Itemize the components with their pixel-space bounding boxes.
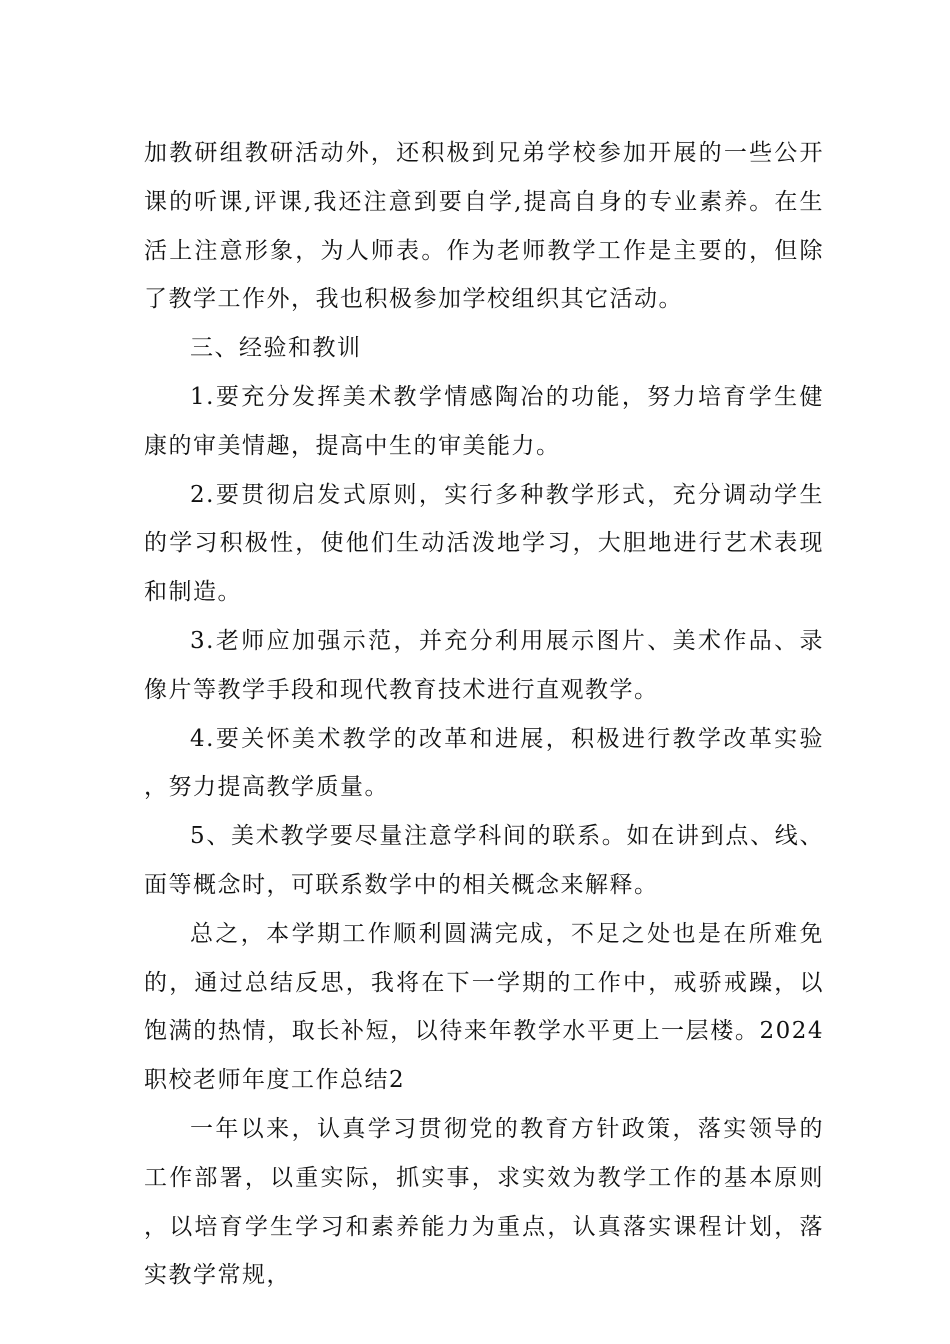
section-heading-experience: 三、经验和教训 bbox=[190, 335, 362, 362]
paragraph-conclusion: 总之，本学期工作顺利圆满完成，不足之处也是在所难免的，通过总结反思，我将在下一学期的工作中，戒骄戒躁，以饱满的热情，取长补短，以待来年教学水平更上一层楼。2024职校老师年度工作总结2 bbox=[144, 920, 824, 1094]
paragraph-continuation: 加教研组教研活动外，还积极到兄弟学校参加开展的一些公开课的听课,评课,我还注意到要自学,提高自身的专业素养。在生活上注意形象，为人师表。作为老师教学工作是主要的，但除了教学工作外，我也积极参加学校组织其它活动。 bbox=[144, 140, 824, 313]
list-item-4: 4.要关怀美术教学的改革和进展，积极进行教学改革实验，努力提高教学质量。 bbox=[144, 725, 824, 801]
paragraph-summary-2-intro: 一年以来，认真学习贯彻党的教育方针政策，落实领导的工作部署，以重实际，抓实事，求实效为教学工作的基本原则，以培育学生学习和素养能力为重点，认真落实课程计划，落实教学常规， bbox=[144, 1115, 824, 1289]
list-item-1: 1.要充分发挥美术教学情感陶冶的功能，努力培育学生健康的审美情趣，提高中生的审美能力。 bbox=[144, 383, 824, 459]
list-item-2: 2.要贯彻启发式原则，实行多种教学形式，充分调动学生的学习积极性，使他们生动活泼地学习，大胆地进行艺术表现和制造。 bbox=[144, 481, 824, 606]
document-body bbox=[144, 129, 824, 1300]
list-item-3: 3.老师应加强示范，并充分利用展示图片、美术作品、录像片等教学手段和现代教育技术进行直观教学。 bbox=[144, 627, 824, 703]
list-item-5: 5、美术教学要尽量注意学科间的联系。如在讲到点、线、面等概念时，可联系数学中的相关概念来解释。 bbox=[144, 823, 824, 898]
